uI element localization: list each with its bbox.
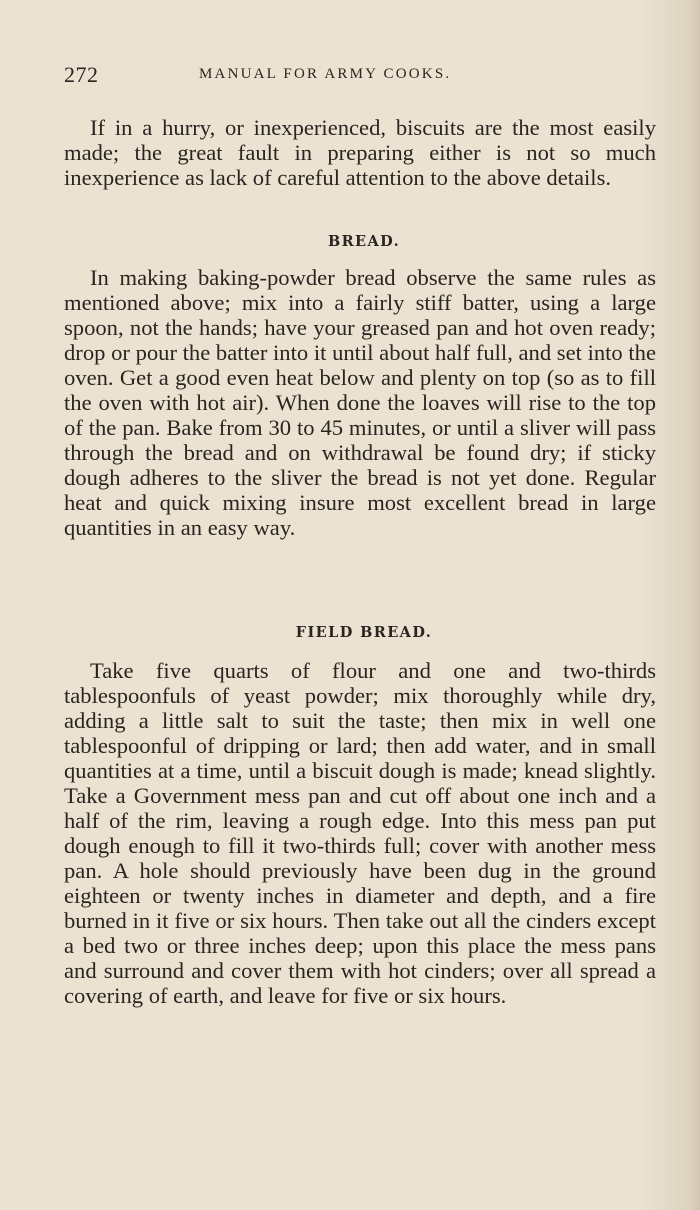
section-heading-bread: BREAD. xyxy=(327,233,401,250)
paragraph-bread: In making baking-powder bread observe the same rules as mentioned above; mix into a fairly stiff batter, using a large spoon, not the hands; have your greased pan and hot oven ready; drop or pour the batter into it until about half full, and set into the oven. Get a good even heat below and plenty on top (so as to fill the oven with hot air). When done the loaves will rise to the top of the pan. Bake from 30 to 45 minutes, or until a sliver will pass through the bread and on withdrawal be found dry; if sticky dough adheres to the sliver the bread is not yet done. Regular heat and quick mixing insure most excellent bread in large quantities in an easy way. xyxy=(64,265,656,540)
running-head: MANUAL FOR ARMY COOKS. xyxy=(199,66,452,82)
page-number: 272 xyxy=(64,62,99,87)
paragraph-field-bread: Take five quarts of flour and one and two-thirds tablespoonfuls of yeast powder; mix thoroughly while dry, adding a little salt to suit the taste; then mix in well one tablespoonful of dripping or lard; then add water, and in small quantities at a time, until a biscuit dough is made; knead slightly. Take a Government mess pan and cut off about one inch and a half of the rim, leaving a rough edge. Into this mess pan put dough enough to fill it two-thirds full; cover with another mess pan. A hole should previously have been dug in the ground eighteen or twenty inches in diameter and depth, and a fire burned in it five or six hours. Then take out all the cinders except a bed two or three inches deep; upon this place the mess pans and surround and cover them with hot cinders; over all spread a covering of earth, and leave for five or six hours. xyxy=(64,658,656,1008)
page-header xyxy=(64,62,658,92)
section-heading-field-bread: FIELD BREAD. xyxy=(295,624,433,641)
paragraph-intro: If in a hurry, or inexperienced, biscuits are the most easily made; the great fault in preparing either is not so much inexperience as lack of careful attention to the above details. xyxy=(64,115,656,190)
